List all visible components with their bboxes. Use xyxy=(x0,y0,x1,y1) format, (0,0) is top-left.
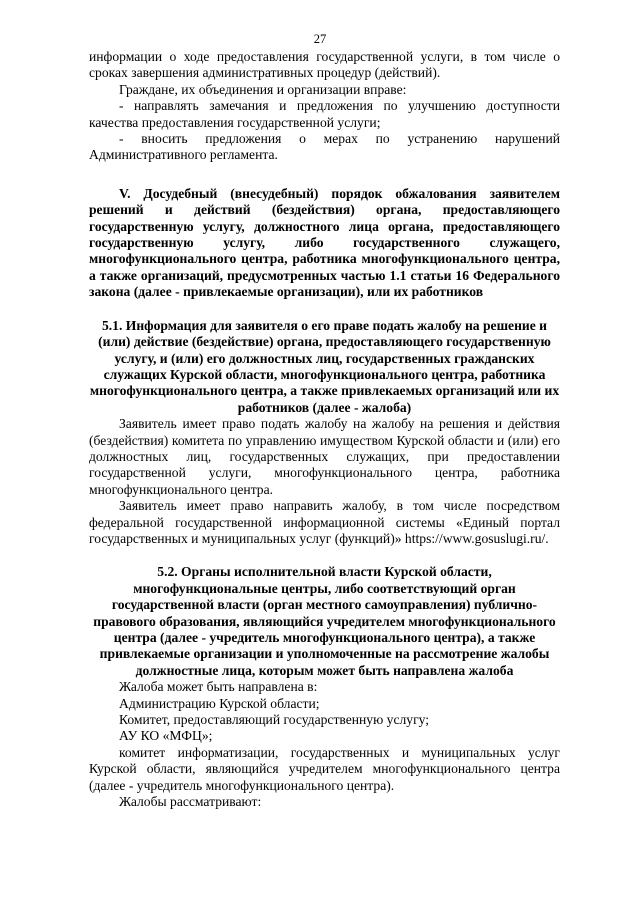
section-5-2-paragraph: АУ КО «МФЦ»; xyxy=(119,728,213,744)
section-5-2-paragraph: Комитет, предоставляющий государственную услугу; xyxy=(119,712,430,728)
section-5-2-paragraph: комитет информатизации, государственных и муниципальных услуг Курской области, являющийся учредителем многофункционального центра (далее - учредитель многофункционального центра). xyxy=(89,744,560,793)
section-5-2-paragraph: Жалоба может быть направлена в: xyxy=(119,679,318,695)
section-5-2-paragraph: Жалобы рассматривают: xyxy=(119,794,262,810)
intro-paragraph: - направлять замечания и предложения по улучшению доступности качества предоставления государственной услуги; xyxy=(89,98,560,130)
section-5-2-paragraph: Администрацию Курской области; xyxy=(119,695,320,711)
section-5-2-heading: 5.2. Органы исполнительной власти Курской области, многофункциональные центры, либо соответствующий орган государственной власти (орган местного самоуправления) публично-правового образования, являющийся учредителем многофункционального центра (далее - учредитель многофункционального центра), а также привлекаемые организации и уполномоченные на рассмотрение жалобы должностные лица, которым может быть направлена жалоба xyxy=(93,564,556,678)
page-number: 27 xyxy=(313,32,327,46)
intro-paragraph: - вносить предложения о мерах по устранению нарушений Административного регламента. xyxy=(89,131,560,163)
section-v-heading: V. Досудебный (внесудебный) порядок обжалования заявителем решений и действий (бездействия) органа, предоставляющего государственную услугу, должностного лица органа, предоставляющего государственную услугу, либо государственного служащего, многофункционального центра, работника многофункционального центра, а также организаций, предусмотренных частью 1.1 статьи 16 Федерального закона (далее - привлекаемые организации), или их работников xyxy=(89,185,560,300)
page-content xyxy=(89,49,560,810)
section-5-1-paragraph: Заявитель имеет право направить жалобу, в том числе посредством федеральной государственной информационной системы «Единый портал государственных и муниципальных услуг (функций)» https://www.gosuslugi.ru/. xyxy=(89,498,560,546)
intro-paragraph: Граждане, их объединения и организации вправе: xyxy=(119,81,407,97)
section-5-1-paragraph: Заявитель имеет право подать жалобу на жалобу на решения и действия (бездействия) комитета по управлению имуществом Курской области и (или) его должностных лиц, государственных служащих, при предоставлении государственной услуги, многофункционального центра, работника многофункционального центра. xyxy=(89,416,560,497)
section-5-1-heading: 5.1. Информация для заявителя о его праве подать жалобу на решение и (или) действие (бездействие) органа, предоставляющего государственную услугу, и (или) его должностных лиц, государственных гражданских служащих Курской области, многофункционального центра, работника многофункционального центра, а также привлекаемых организаций или их работников (далее - жалоба) xyxy=(89,317,560,415)
intro-paragraph: информации о ходе предоставления государственной услуги, в том числе о сроках завершения административных процедур (действий). xyxy=(89,49,560,81)
